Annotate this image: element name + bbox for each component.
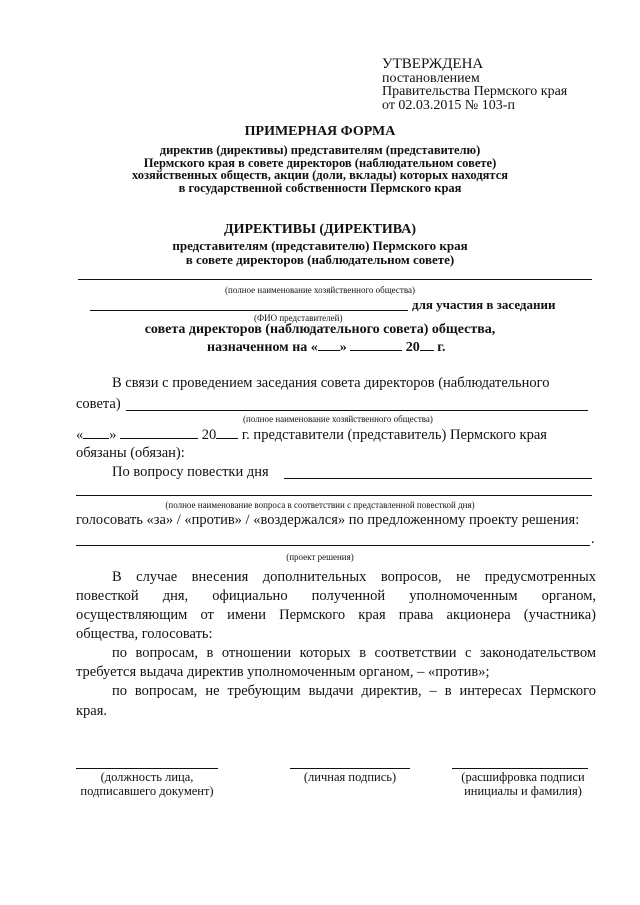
- form-title: ПРИМЕРНАЯ ФОРМА: [244, 124, 396, 139]
- appointed-day-field[interactable]: [318, 338, 340, 351]
- form-subtitle: [0, 144, 640, 194]
- question-name-line[interactable]: [76, 495, 592, 496]
- approval-line: от 02.03.2015 № 103-п: [382, 97, 515, 113]
- decode-caption-line: (расшифровка подписи: [461, 770, 585, 784]
- date-line: [76, 426, 547, 444]
- form-subtitle-line: в государственной собственности Пермского края: [178, 180, 462, 195]
- position-line[interactable]: [76, 768, 218, 769]
- obliged-text: обязаны (обязан):: [76, 445, 185, 461]
- position-caption-line: подписавшего документ): [80, 784, 214, 798]
- extra-line4: общества, голосовать:: [76, 626, 213, 642]
- appointed-prefix: назначенном на «: [207, 340, 318, 355]
- agenda-question-label: По вопросу повестки дня: [112, 464, 269, 480]
- question-name-hint: (полное наименование вопроса в соответствии с представленной повесткой дня): [165, 500, 475, 510]
- rep-name-line[interactable]: [90, 310, 408, 311]
- approval-line: постановлением: [382, 70, 480, 86]
- appointed-quote: »: [339, 340, 347, 355]
- not-required-line1: по вопросам, не требующим выдачи директив, – в интересах Пермского: [112, 683, 596, 699]
- date-rest-text: г. представители (представитель) Пермского края: [241, 427, 547, 443]
- signature-caption: (личная подпись): [303, 770, 397, 784]
- for-meeting-text: для участия в заседании: [412, 297, 556, 312]
- p1-line2: совета): [76, 396, 121, 412]
- p1-line1: В связи с проведением заседания совета директоров (наблюдательного: [112, 375, 550, 391]
- date-year-field[interactable]: [216, 426, 238, 439]
- board-line: совета директоров (наблюдательного совета) общества,: [144, 322, 496, 337]
- doc-subtitle: [0, 239, 640, 267]
- draft-decision-hint: (проект решения): [286, 552, 354, 562]
- draft-decision-line[interactable]: [76, 545, 590, 546]
- extra-line3: осуществляющим от имени Пермского края права акционера (участника): [76, 607, 596, 623]
- required-line2: требуется выдача директив уполномоченным органом, – «против»;: [76, 664, 490, 680]
- appointed-year: 20: [405, 340, 420, 355]
- doc-title: ДИРЕКТИВЫ (ДИРЕКТИВА): [223, 222, 417, 237]
- doc-subtitle-line: в совете директоров (наблюдательном совете): [185, 252, 455, 267]
- vote-instruction: голосовать «за» / «против» / «воздержался» по предложенному проекту решения:: [76, 512, 580, 528]
- approval-stamp: [382, 58, 567, 112]
- required-line1: по вопросам, в отношении которых в соответствии с законодательством: [112, 645, 596, 661]
- approval-title: УТВЕРЖДЕНА: [382, 56, 484, 72]
- decode-caption-line: инициалы и фамилия): [464, 784, 582, 798]
- signature-line[interactable]: [290, 768, 410, 769]
- form-subtitle-line: Пермского края в совете директоров (наблюдательном совете): [143, 155, 497, 170]
- date-year: 20: [201, 427, 217, 443]
- approval-line: Правительства Пермского края: [382, 84, 568, 99]
- date-day-field[interactable]: [83, 426, 109, 439]
- appointed-suffix: г.: [437, 340, 446, 355]
- date-month-field[interactable]: [120, 426, 198, 439]
- position-caption: [76, 770, 218, 798]
- doc-subtitle-line: представителям (представителю) Пермского края: [172, 238, 468, 253]
- date-quote-open: «: [76, 427, 84, 443]
- appointed-month-field[interactable]: [350, 338, 402, 351]
- appointed-date: [207, 338, 446, 356]
- rep-name-hint: (ФИО представителей): [254, 313, 343, 323]
- company-name-line-2[interactable]: [126, 410, 588, 411]
- decode-caption: [452, 770, 594, 798]
- extra-line1: В случае внесения дополнительных вопросов, не предусмотренных: [112, 569, 596, 585]
- not-required-line2: края.: [76, 703, 108, 719]
- form-subtitle-line: хозяйственных обществ, акции (доли, вклады) которых находятся: [131, 168, 509, 182]
- company-name-line[interactable]: [78, 279, 592, 280]
- position-caption-line: (должность лица,: [100, 770, 194, 784]
- agenda-question-line[interactable]: [284, 478, 592, 479]
- date-quote-close: »: [109, 427, 117, 443]
- extra-line2: повесткой дня, официально полученной уполномоченным органом,: [76, 588, 596, 604]
- decode-line[interactable]: [452, 768, 588, 769]
- company-name-hint-2: (полное наименование хозяйственного общества): [243, 414, 433, 424]
- company-name-hint: (полное наименование хозяйственного общества): [225, 285, 415, 295]
- form-subtitle-line: директив (директивы) представителям (представителю): [159, 143, 481, 157]
- draft-decision-dot: .: [591, 531, 595, 547]
- appointed-year-field[interactable]: [420, 338, 434, 351]
